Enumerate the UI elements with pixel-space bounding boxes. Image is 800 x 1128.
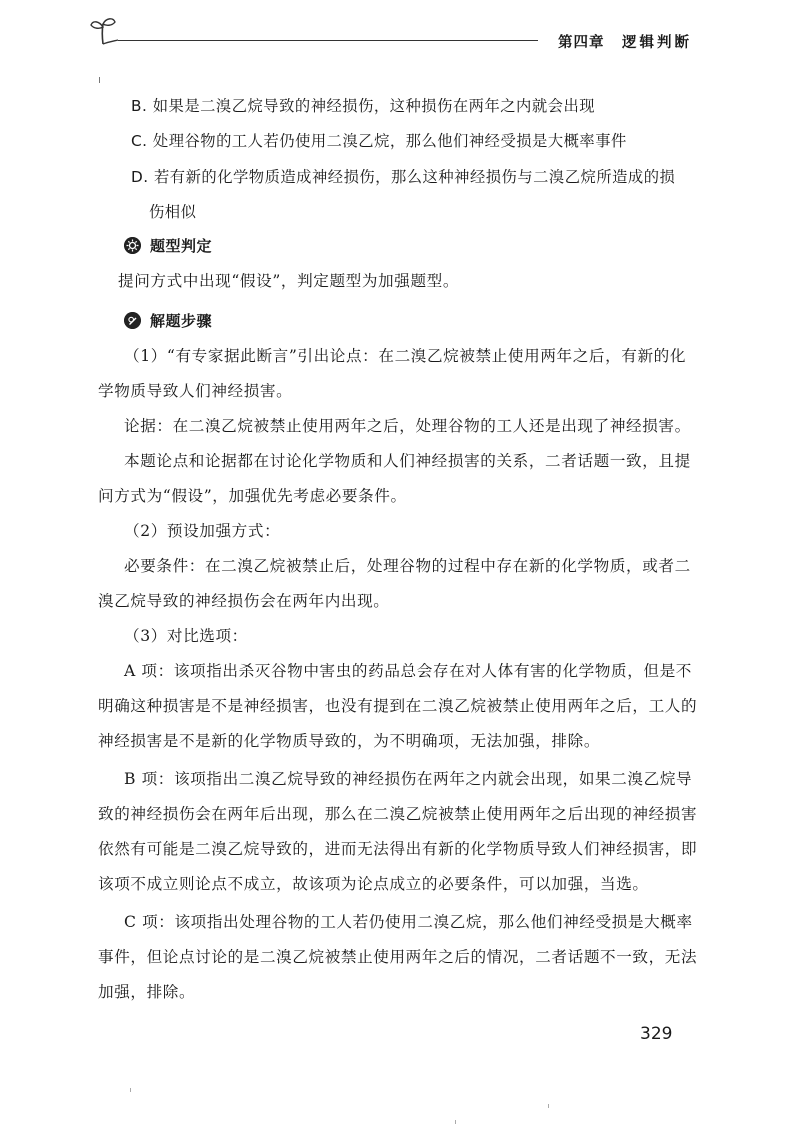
necessary-condition-line1: 必要条件：在二溴乙烷被禁止后，处理谷物的过程中存在新的化学物质，或者二 (124, 557, 691, 575)
option-a-analysis-line2: 明确这种损害是不是神经损害，也没有提到在二溴乙烷被禁止使用两年之后，工人的 (98, 697, 698, 715)
option-c: C. 处理谷物的工人若仍使用二溴乙烷，那么他们神经受损是大概率事件 (131, 132, 627, 150)
evidence-line: 论据：在二溴乙烷被禁止使用两年之后，处理谷物的工人还是出现了神经损害。 (124, 417, 691, 435)
step1-line1: （1）“有专家据此断言”引出论点：在二溴乙烷被禁止使用两年之后，有新的化 (124, 347, 687, 365)
step1-line2: 学物质导致人们神经损害。 (98, 382, 293, 400)
option-c-analysis-line3: 加强，排除。 (98, 983, 196, 1001)
chapter-title: 逻辑判断 (622, 35, 692, 51)
scan-speck (130, 1088, 131, 1092)
analysis-line2: 问方式为“假设”，加强优先考虑必要条件。 (98, 487, 407, 505)
page-number: 329 (640, 1024, 673, 1044)
option-d-continued: 伤相似 (149, 203, 197, 221)
option-b: B. 如果是二溴乙烷导致的神经损伤，这种损伤在两年之内就会出现 (131, 97, 596, 115)
option-d: D. 若有新的化学物质造成神经损伤，那么这种神经损伤与二溴乙烷所造成的损 (131, 168, 676, 186)
section-steps-title: 解题步骤 (150, 312, 213, 330)
option-c-analysis-line2: 事件，但论点讨论的是二溴乙烷被禁止使用两年之后的情况，二者话题不一致，无法 (98, 948, 698, 966)
sprout-icon (88, 14, 122, 48)
option-b-analysis-line4: 该项不成立则论点不成立，故该项为论点成立的必要条件，可以加强，当选。 (98, 875, 649, 893)
option-c-analysis-line1: C 项：该项指出处理谷物的工人若仍使用二溴乙烷，那么他们神经受损是大概率 (124, 913, 693, 931)
option-b-analysis-line2: 致的神经损伤会在两年后出现，那么在二溴乙烷被禁止使用两年之后出现的神经损害 (98, 805, 698, 823)
option-a-analysis-line3: 神经损害是不是新的化学物质导致的，为不明确项，无法加强，排除。 (98, 732, 601, 750)
option-b-analysis-line1: B 项：该项指出二溴乙烷导致的神经损伤在两年之内就会出现，如果二溴乙烷导 (124, 770, 693, 788)
gear-icon (124, 237, 141, 254)
scan-speck (455, 1120, 456, 1124)
pen-icon (124, 312, 141, 329)
step2-heading: （2）预设加强方式： (124, 522, 281, 540)
running-header (0, 0, 800, 70)
chapter-label: 第四章 (558, 35, 605, 51)
option-b-analysis-line3: 依然有可能是二溴乙烷导致的，进而无法得出有新的化学物质导致人们神经损害，即 (98, 840, 698, 858)
header-rule (118, 40, 538, 41)
section-type-title: 题型判定 (150, 237, 213, 255)
analysis-line1: 本题论点和论据都在讨论化学物质和人们神经损害的关系，二者话题一致，且提 (124, 452, 691, 470)
scan-speck (548, 1104, 549, 1108)
step3-heading: （3）对比选项： (124, 627, 248, 645)
option-a-analysis-line1: A 项：该项指出杀灭谷物中害虫的药品总会存在对人体有害的化学物质，但是不 (124, 662, 693, 680)
type-judgment-text: 提问方式中出现“假设”，判定题型为加强题型。 (118, 272, 460, 290)
necessary-condition-line2: 溴乙烷导致的神经损伤会在两年内出现。 (98, 592, 390, 610)
scan-mark (99, 77, 100, 83)
